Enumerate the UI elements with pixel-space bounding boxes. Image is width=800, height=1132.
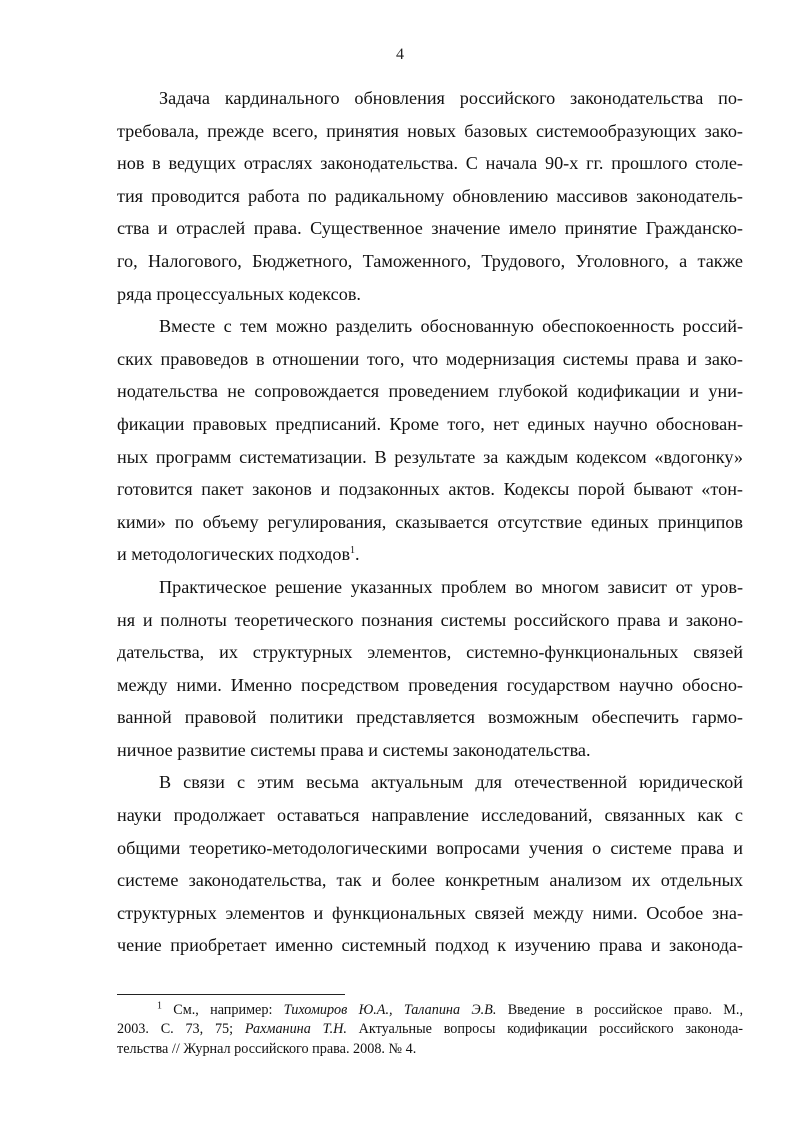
footnote-text: Актуальные вопросы кодификации российского законода- bbox=[346, 1021, 743, 1038]
footnote-author: Рахманина Т.Н. bbox=[244, 1021, 347, 1038]
footnote-text: 2003. С. 73, 75; bbox=[117, 1021, 245, 1038]
text-line: ства и отраслей права. Существенное значение имело принятие Гражданско- bbox=[117, 218, 743, 239]
footnote-text: Введение в российское право. М., bbox=[496, 1002, 743, 1018]
text-line: Вместе с тем можно разделить обоснованную обеспокоенность россий- bbox=[159, 316, 743, 337]
text-line: готовится пакет законов и подзаконных актов. Кодексы порой бывают «тон- bbox=[117, 479, 743, 500]
paragraph-2 bbox=[117, 310, 743, 571]
text-line: ряда процессуальных кодексов. bbox=[117, 283, 361, 304]
text-line: ных программ систематизации. В результате за каждым кодексом «вдогонку» bbox=[117, 446, 743, 467]
text-line: системе законодательства, так и более конкретным анализом их отдельных bbox=[117, 870, 743, 891]
text-line-end: . bbox=[355, 544, 360, 565]
footnote-separator bbox=[117, 994, 345, 995]
text-line: нов в ведущих отраслях законодательства. С начала 90-х гг. прошлого столе- bbox=[117, 153, 743, 174]
text-line: го, Налогового, Бюджетного, Таможенного, Трудового, Уголовного, а также bbox=[117, 250, 743, 271]
text-line: Задача кардинального обновления российского законодательства по- bbox=[159, 88, 743, 108]
body-text bbox=[117, 82, 743, 962]
text-line: Практическое решение указанных проблем во многом зависит от уров- bbox=[159, 576, 743, 597]
text-line: дательства, их структурных элементов, системно-функциональных связей bbox=[117, 642, 743, 663]
text-line: науки продолжает оставаться направление исследований, связанных как с bbox=[117, 805, 743, 826]
text-line: требовала, прежде всего, принятия новых базовых системообразующих зако- bbox=[117, 120, 743, 141]
text-line: В связи с этим весьма актуальным для отечественной юридической bbox=[159, 772, 743, 793]
page-number: 4 bbox=[396, 46, 404, 63]
footnote bbox=[117, 1001, 743, 1059]
footnote-text: См., например: bbox=[173, 1002, 284, 1018]
text-line: структурных элементов и функциональных связей между ними. Особое зна- bbox=[117, 902, 743, 923]
text-line: ня и полноты теоретического познания системы российского права и законо- bbox=[117, 609, 743, 630]
footnote-line bbox=[117, 1020, 743, 1039]
paragraph-1 bbox=[117, 82, 743, 310]
footnote-number: 1 bbox=[157, 1000, 162, 1012]
footnote-line: тельства // Журнал российского права. 2008. № 4. bbox=[117, 1040, 417, 1057]
text-line: ских правоведов в отношении того, что модернизация системы права и зако- bbox=[117, 348, 743, 369]
paragraph-4 bbox=[117, 766, 743, 962]
text-line: ванной правовой политики представляется возможным обеспечить гармо- bbox=[117, 707, 743, 728]
text-line: фикации правовых предписаний. Кроме того, нет единых научно обоснован- bbox=[117, 413, 743, 434]
paragraph-3 bbox=[117, 571, 743, 767]
text-line: чение приобретает именно системный подход к изучению права и законода- bbox=[117, 935, 743, 956]
footnote-ref: 1 bbox=[350, 545, 356, 557]
text-line: между ними. Именно посредством проведения государством научно обосно- bbox=[117, 674, 743, 695]
text-line-content: и методологических подходов bbox=[117, 544, 351, 565]
footnote-line bbox=[117, 1001, 743, 1020]
footnote-author: Тихомиров Ю.А., Талапина Э.В. bbox=[283, 1002, 497, 1018]
text-line: тия проводится работа по радикальному обновлению массивов законодатель- bbox=[117, 185, 743, 206]
text-line: ничное развитие системы права и системы законодательства. bbox=[117, 739, 591, 760]
text-line: кими» по объему регулирования, сказывается отсутствие единых принципов bbox=[117, 511, 743, 532]
text-line: общими теоретико-методологическими вопросами учения о системе права и bbox=[117, 837, 743, 858]
text-line bbox=[117, 538, 743, 571]
text-line: нодательства не сопровождается проведением глубокой кодификации и уни- bbox=[117, 381, 743, 402]
